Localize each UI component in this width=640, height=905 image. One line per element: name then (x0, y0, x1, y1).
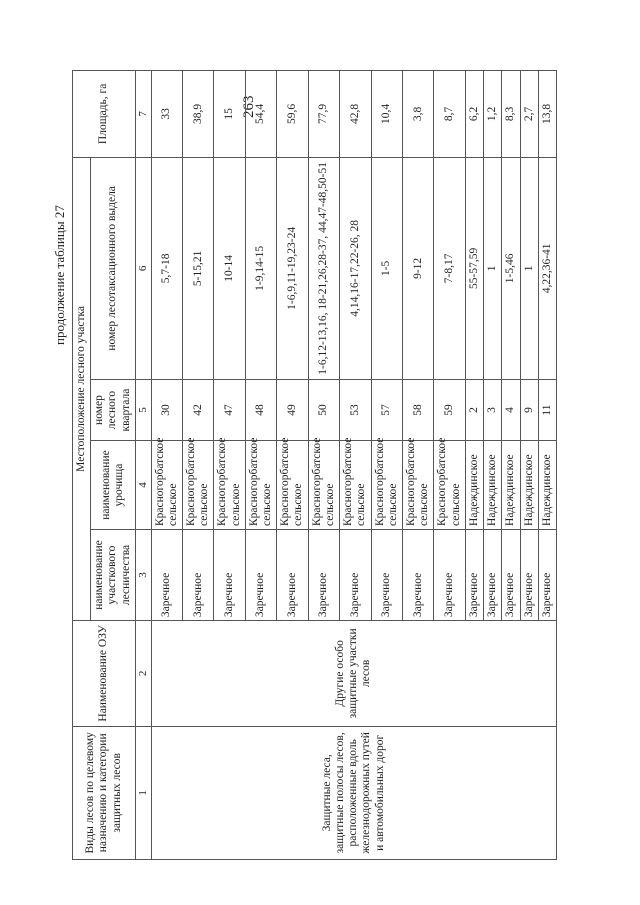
column-number: 5 (135, 379, 151, 440)
forest-type-cell: Защитные леса, защитные полосы лесов, расположенные вдоль железнодорожных путей и автомобильных дорог (151, 726, 556, 859)
header-location-group: Местоположение лесного участка (73, 157, 91, 620)
district-cell: Заречное (214, 529, 245, 620)
header-area: Площадь, га (73, 71, 136, 158)
area-cell: 13,8 (538, 71, 556, 158)
allotment-cell: 1-6,9,11-19,23-24 (277, 157, 308, 379)
tract-cell: Красногорбатское сельское (151, 441, 182, 530)
allotment-cell: 1-6,12-13,16, 18-21,26,28-37, 44,47-48,50-51 (308, 157, 339, 379)
area-cell: 10,4 (371, 71, 402, 158)
allotment-cell: 7-8,17 (434, 157, 465, 379)
quarter-cell: 4 (502, 379, 520, 440)
area-cell: 8,3 (502, 71, 520, 158)
header-district: наименование участкового лесничества (91, 529, 136, 620)
quarter-cell: 53 (340, 379, 371, 440)
area-cell: 59,6 (277, 71, 308, 158)
tract-cell: Красногорбатское сельское (182, 441, 213, 530)
table-row (151, 71, 182, 860)
area-cell: 15 (214, 71, 245, 158)
area-cell: 3,8 (403, 71, 434, 158)
quarter-cell: 9 (520, 379, 538, 440)
district-cell: Заречное (340, 529, 371, 620)
quarter-cell: 42 (182, 379, 213, 440)
column-number: 4 (135, 441, 151, 530)
tract-cell: Красногорбатское сельское (308, 441, 339, 530)
district-cell: Заречное (403, 529, 434, 620)
quarter-cell: 48 (245, 379, 276, 440)
district-cell: Заречное (277, 529, 308, 620)
area-cell: 77,9 (308, 71, 339, 158)
tract-cell: Красногорбатское сельское (245, 441, 276, 530)
table-body (151, 71, 556, 860)
column-number: 2 (135, 621, 151, 727)
column-number: 1 (135, 726, 151, 859)
allotment-cell: 4,14,16-17,22-26, 28 (340, 157, 371, 379)
area-cell: 54,4 (245, 71, 276, 158)
area-cell: 42,8 (340, 71, 371, 158)
column-number: 7 (135, 71, 151, 158)
allotment-cell: 1 (520, 157, 538, 379)
district-cell: Заречное (484, 529, 502, 620)
allotment-cell: 5-15,21 (182, 157, 213, 379)
district-cell: Заречное (538, 529, 556, 620)
page-number-text: 263 (241, 95, 257, 118)
allotment-cell: 9-12 (403, 157, 434, 379)
tract-cell: Красногорбатское сельское (371, 441, 402, 530)
area-cell: 38,9 (182, 71, 213, 158)
header-tract: наименование урочища (91, 441, 136, 530)
column-number: 3 (135, 529, 151, 620)
quarter-cell: 11 (538, 379, 556, 440)
allotment-cell: 1-9,14-15 (245, 157, 276, 379)
ozu-name-cell: Другие особо защитные участки лесов (151, 621, 556, 727)
allotment-cell: 55-57,59 (465, 157, 483, 379)
quarter-cell: 30 (151, 379, 182, 440)
quarter-cell: 3 (484, 379, 502, 440)
tract-cell: Надеждинское (465, 441, 483, 530)
column-number: 6 (135, 157, 151, 379)
tract-cell: Красногорбатское сельское (214, 441, 245, 530)
area-cell: 6,2 (465, 71, 483, 158)
quarter-cell: 57 (371, 379, 402, 440)
area-cell: 8,7 (434, 71, 465, 158)
allotment-cell: 1-5 (371, 157, 402, 379)
district-cell: Заречное (465, 529, 483, 620)
allotment-cell: 5,7-18 (151, 157, 182, 379)
quarter-cell: 49 (277, 379, 308, 440)
allotment-cell: 1 (484, 157, 502, 379)
district-cell: Заречное (502, 529, 520, 620)
district-cell: Заречное (371, 529, 402, 620)
table-continuation-label: продолжение таблицы 27 (52, 205, 67, 345)
tract-cell: Красногорбатское сельское (277, 441, 308, 530)
tract-cell: Надеждинское (538, 441, 556, 530)
district-cell: Заречное (520, 529, 538, 620)
quarter-cell: 50 (308, 379, 339, 440)
quarter-cell: 59 (434, 379, 465, 440)
tract-cell: Надеждинское (484, 441, 502, 530)
district-cell: Заречное (434, 529, 465, 620)
tract-cell: Красногорбатское сельское (403, 441, 434, 530)
tract-cell: Красногорбатское сельское (340, 441, 371, 530)
quarter-cell: 2 (465, 379, 483, 440)
district-cell: Заречное (151, 529, 182, 620)
tract-cell: Надеждинское (520, 441, 538, 530)
header-allotment: номер лесотаксационного выдела (91, 157, 136, 379)
header-quarter: номер лесного квартала (91, 379, 136, 440)
quarter-cell: 47 (214, 379, 245, 440)
area-cell: 1,2 (484, 71, 502, 158)
area-cell: 33 (151, 71, 182, 158)
header-ozu-name: Наименование ОЗУ (73, 621, 136, 727)
district-cell: Заречное (308, 529, 339, 620)
header-forest-type: Виды лесов по целевому назначению и категории защитных лесов (73, 726, 136, 859)
tract-cell: Красногорбатское сельское (434, 441, 465, 530)
quarter-cell: 58 (403, 379, 434, 440)
district-cell: Заречное (245, 529, 276, 620)
forest-table (72, 70, 557, 860)
area-cell: 2,7 (520, 71, 538, 158)
allotment-cell: 1-5,46 (502, 157, 520, 379)
district-cell: Заречное (182, 529, 213, 620)
tract-cell: Надеждинское (502, 441, 520, 530)
allotment-cell: 10-14 (214, 157, 245, 379)
allotment-cell: 4,22,36-41 (538, 157, 556, 379)
